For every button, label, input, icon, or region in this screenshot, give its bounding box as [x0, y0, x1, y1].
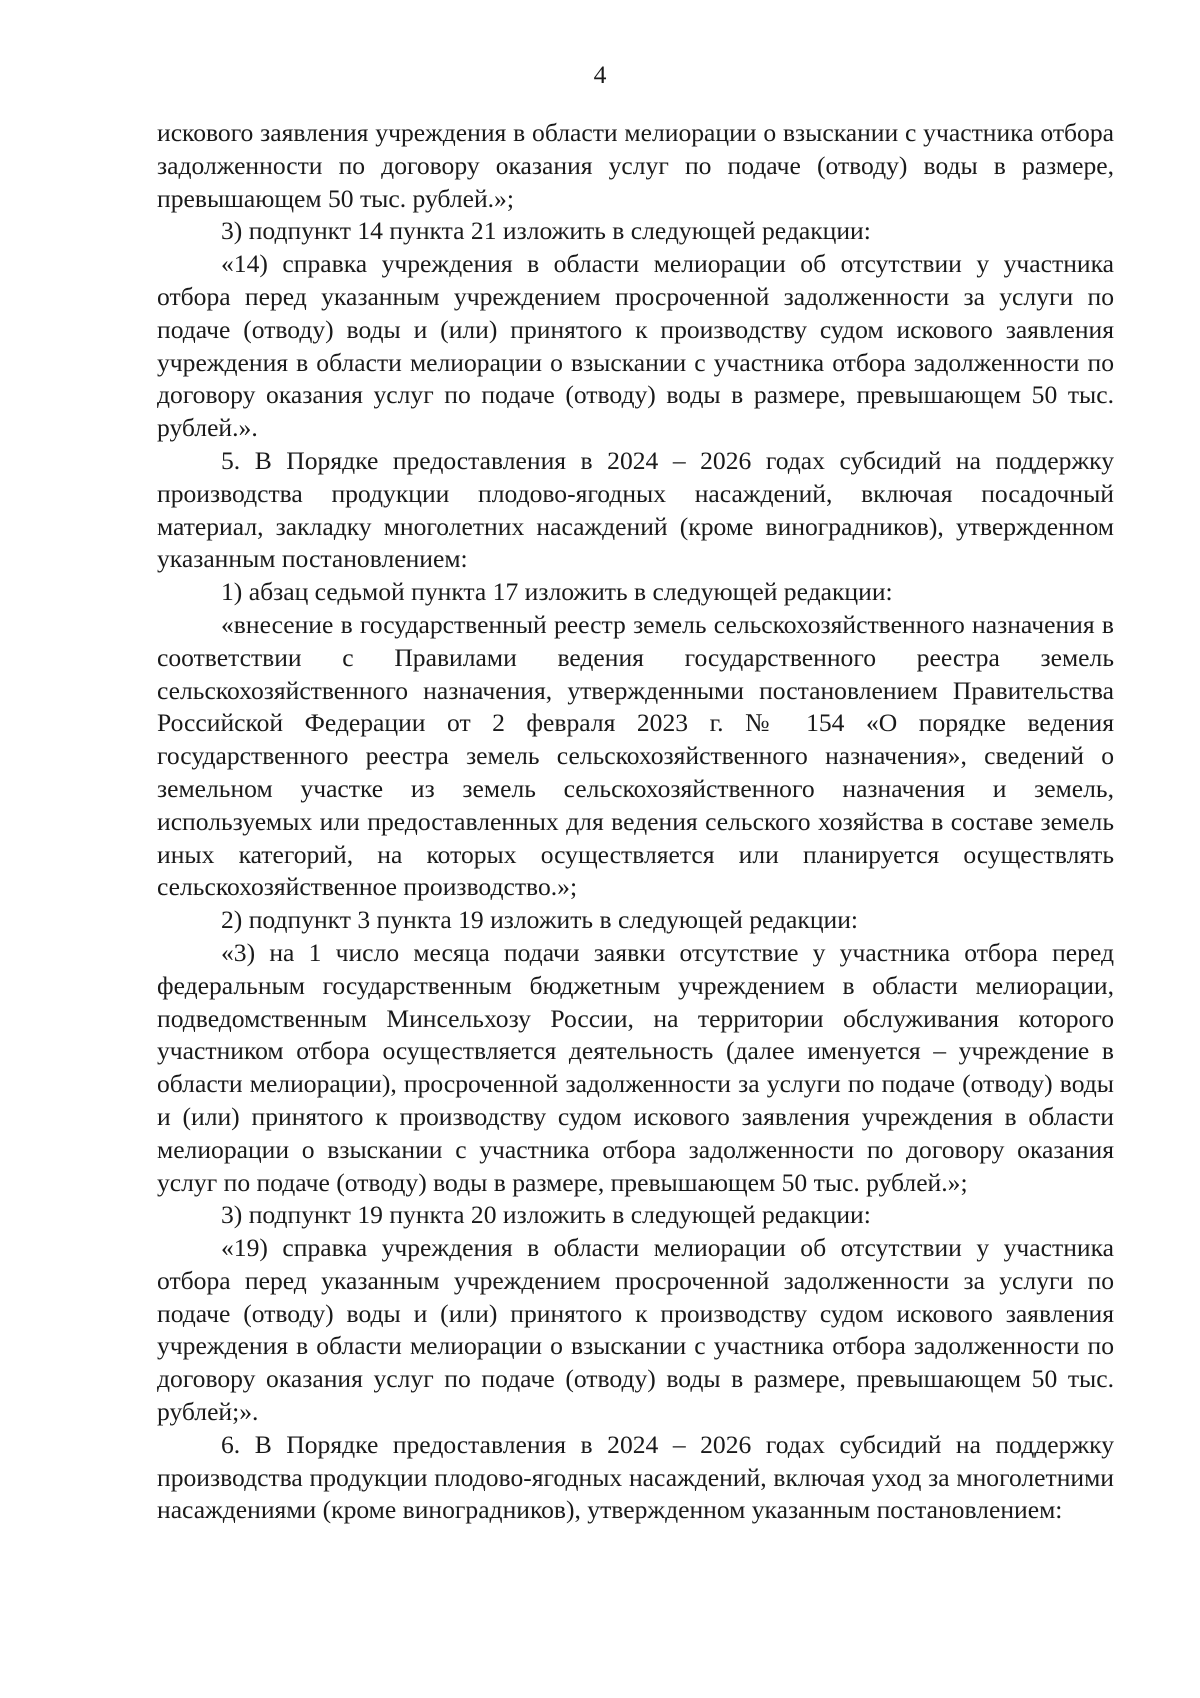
paragraph-11: 6. В Порядке предоставления в 2024 – 2026 годах субсидий на поддержку производства продукции плодово-ягодных насаждений, включая уход за многолетними насаждениями (кроме виноградников), утвержденном указанным постановлением: — [157, 1429, 1114, 1525]
paragraph-10: «19) справка учреждения в области мелиорации об отсутствии у участника отбора перед указанным учреждением просроченной задолженности за услуги по подаче (отводу) воды и (или) принятого к производству судом искового заявления учреждения в области мелиорации о взыскании с участника отбора задолженности по договору оказания услуг по подаче (отводу) воды в размере, превышающем 50 тыс. рублей;». — [157, 1233, 1114, 1427]
paragraph-7: 2) подпункт 3 пункта 19 изложить в следующей редакции: — [221, 905, 859, 935]
paragraph-9: 3) подпункт 19 пункта 20 изложить в следующей редакции: — [221, 1200, 871, 1230]
paragraph-2: 3) подпункт 14 пункта 21 изложить в следующей редакции: — [221, 216, 871, 246]
paragraph-4: 5. В Порядке предоставления в 2024 – 2026 годах субсидий на поддержку производства продукции плодово-ягодных насаждений, включая посадочный материал, закладку многолетних насаждений (кроме виноградников), утвержденном указанным постановлением: — [157, 445, 1114, 574]
paragraph-3: «14) справка учреждения в области мелиорации об отсутствии у участника отбора перед указанным учреждением просроченной задолженности за услуги по подаче (отводу) воды и (или) принятого к производству судом искового заявления учреждения в области мелиорации о взыскании с участника отбора задолженности по договору оказания услуг по подаче (отводу) воды в размере, превышающем 50 тыс. рублей.». — [157, 249, 1114, 443]
document-body — [157, 117, 1114, 1527]
paragraph-6: «внесение в государственный реестр земель сельскохозяйственного назначения в соответствии с Правилами ведения государственного реестра земель сельскохозяйственного назначения, утвержденными постановлением Правительства Российской Федерации от 2 февраля 2023 г. № 154 «О порядке ведения государственного реестра земель сельскохозяйственного назначения», сведений о земельном участке из земель сельскохозяйственного назначения и земель, используемых или предоставленных для ведения сельского хозяйства в составе земель иных категорий, на которых осуществляется или планируется осуществлять сельскохозяйственное производство.»; — [157, 609, 1114, 902]
paragraph-5: 1) абзац седьмой пункта 17 изложить в следующей редакции: — [221, 577, 893, 607]
page-number: 4 — [593, 60, 607, 89]
paragraph-8: «3) на 1 число месяца подачи заявки отсутствие у участника отбора перед федеральным государственным бюджетным учреждением в области мелиорации, подведомственным Минсельхозу России, на территории обслуживания которого участником отбора осуществляется деятельность (далее именуется – учреждение в области мелиорации), просроченной задолженности за услуги по подаче (отводу) воды и (или) принятого к производству судом искового заявления учреждения в области мелиорации о взыскании с участника отбора задолженности по договору оказания услуг по подаче (отводу) воды в размере, превышающем 50 тыс. рублей.»; — [157, 937, 1114, 1197]
paragraph-1: искового заявления учреждения в области мелиорации о взыскании с участника отбора задолженности по договору оказания услуг по подаче (отводу) воды в размере, превышающем 50 тыс. рублей.»; — [157, 118, 1114, 213]
